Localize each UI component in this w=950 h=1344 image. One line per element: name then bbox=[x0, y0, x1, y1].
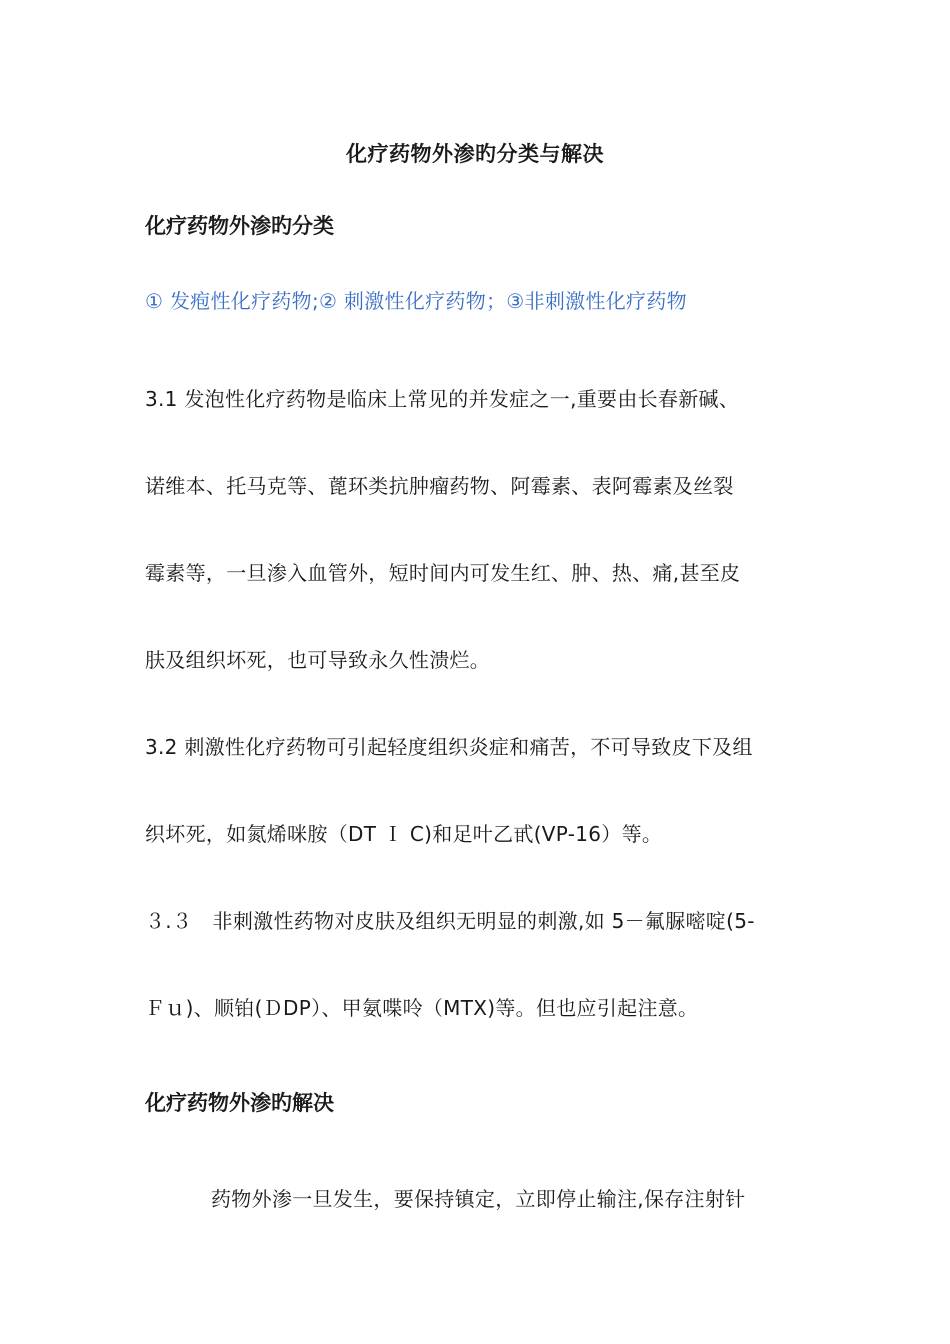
paragraph-3-1-line-3: 霉素等，一旦渗入血管外，短时间内可发生红、肿、热、痛,甚至皮 bbox=[145, 561, 741, 585]
paragraph-handling-line-1: 药物外渗一旦发生，要保持镇定，立即停止输注,保存注射针 bbox=[211, 1187, 746, 1211]
classification-list: ① 发疱性化疗药物;② 刺激性化疗药物；③非刺激性化疗药物 bbox=[145, 289, 687, 313]
paragraph-3-1-line-1: 3.1 发泡性化疗药物是临床上常见的并发症之一,重要由长春新碱、 bbox=[145, 387, 740, 411]
section-heading-handling: 化疗药物外渗旳解决 bbox=[145, 1091, 334, 1115]
paragraph-3-3-line-2: Ｆｕ)、顺铂(ＤDP）、甲氨喋呤（MTX)等。但也应引起注意。 bbox=[145, 996, 699, 1020]
paragraph-3-1-line-4: 肤及组织坏死，也可导致永久性溃烂。 bbox=[145, 648, 491, 672]
section-heading-classification: 化疗药物外渗旳分类 bbox=[145, 214, 334, 238]
paragraph-3-2-line-2: 织坏死，如氮烯咪胺（DT Ｉ C)和足叶乙甙(VP-16）等。 bbox=[145, 822, 663, 846]
paragraph-3-2-line-1: 3.2 刺激性化疗药物可引起轻度组织炎症和痛苦，不可导致皮下及组 bbox=[145, 735, 753, 759]
document-title: 化疗药物外渗旳分类与解决 bbox=[346, 142, 604, 166]
paragraph-3-1-line-2: 诺维本、托马克等、蓖环类抗肿瘤药物、阿霉素、表阿霉素及丝裂 bbox=[145, 474, 734, 498]
paragraph-3-3-line-1: ３.３ 非刺激性药物对皮肤及组织无明显的刺激,如 5－氟脲嘧啶(5- bbox=[145, 909, 755, 933]
